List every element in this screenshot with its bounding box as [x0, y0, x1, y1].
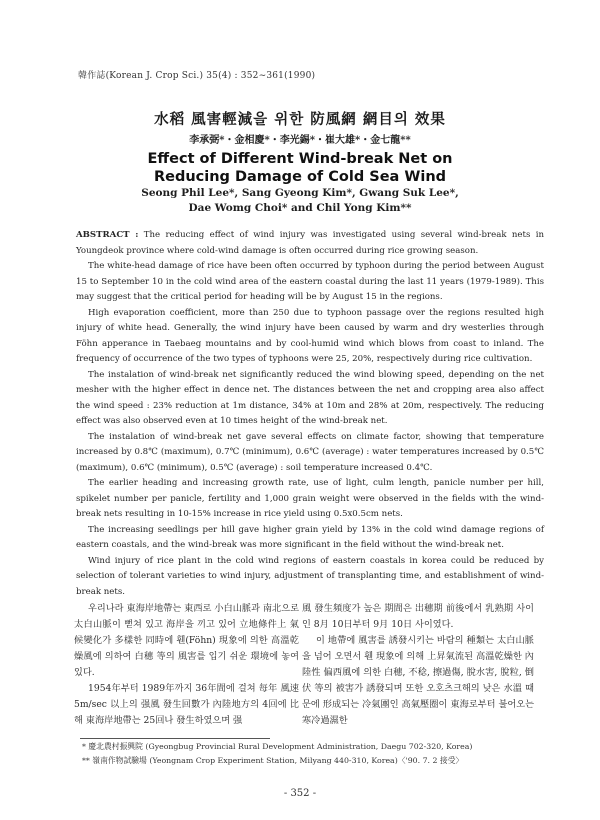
abstract-paragraph-8: Wind injury of rice plant in the cold wind regions of eastern coastals in korea could be reduced by selection of tolerant varieties to wind injury, adjustment of transplanting time, and establishment of wind-break nets.	[76, 555, 544, 597]
english-authors-line-2: Dae Womg Choi* and Chil Yong Kim**	[188, 202, 412, 214]
body-paragraph: 風 發生頻度가 높은 期間은 出穗期 前後에서 乳熟期 사이인 8月 10日부터 9月 10日 사이였다.	[302, 603, 534, 630]
english-authors	[0, 186, 600, 216]
journal-reference: 韓作誌(Korean J. Crop Sci.) 35(4) : 352∼361(1990)	[78, 71, 316, 81]
body-paragraph: 우리나라 東海岸地帶는 東西로 小白山脈과 南北으로 太白山脈이 뻗쳐 있고 海岸을 끼고 있어 立地條件上 氣候變化가 多樣한 同時에 휀(Föhn) 現象에 의한 高溫乾燥風에 의하여 白穗 等의 風害를 입기 쉬운 環境에 놓여 있다.	[74, 603, 299, 678]
body-column-right	[302, 601, 534, 729]
abstract-label: ABSTRACT :	[76, 230, 139, 240]
body-paragraph: 1954年부터 1989年까지 36年間에 걸쳐 每年 風速 5m/sec 以上의 强風 發生回數가 內陸地方의 4回에 比해 東海岸地帶는 25回나 發生하였으며 强	[74, 683, 299, 726]
english-title-line-2: Reducing Damage of Cold Sea Wind	[153, 169, 447, 185]
body-column-left	[74, 601, 299, 729]
abstract-paragraph-1	[76, 228, 544, 259]
footnote-2: ** 嶺南作物試驗場 (Yeongnam Crop Experiment Station, Milyang 440-310, Korea)〈'90. 7. 2 接受〉	[82, 756, 464, 765]
english-title-line-1: Effect of Different Wind-break Net on	[147, 151, 453, 167]
abstract	[76, 228, 544, 600]
abstract-paragraph-7: The increasing seedlings per hill gave higher grain yield by 13% in the cold wind damage regions of eastern coastals, and the wind-break was more significant in the field without the wind-break net.	[76, 524, 544, 550]
korean-title: 水稻 風害輕減을 위한 防風網 網目의 效果	[154, 111, 446, 128]
abstract-paragraph-6: The earlier heading and increasing growth rate, use of light, culm length, panicle number per hill, spikelet number per panicle, fertility and 1,000 grain weight were observed in the fields with the wind-break nets resulting in 10-15% increase in rice yield using 0.5x0.5cm nets.	[76, 478, 544, 519]
abstract-paragraph-2: The white-head damage of rice have been often occurred by typhoon during the period between August 15 to September 10 in the cold wind area of the eastern coastal during the last 11 years (1979-1989). This may suggest that the critical period for heading will be by August 15 in the regions.	[76, 261, 544, 302]
abstract-paragraph-4: The instalation of wind-break net significantly reduced the wind blowing speed, depending on the net mesher with the higher effect in dence net. The distances between the net and cropping area also affect the wind speed : 23% reduction at 1m distance, 34% at 10m and 28% at 20m, respectively. The reducing effect was also observed even at 10 times height of the wind-break net.	[76, 369, 544, 426]
footnotes	[82, 740, 472, 768]
page-number: - 352 -	[283, 788, 317, 799]
footnote-1: * 慶北農村振興院 (Gyeongbug Provincial Rural Development Administration, Daegu 702-320, Korea)	[82, 742, 473, 751]
footnote-divider	[80, 738, 270, 739]
english-authors-line-1: Seong Phil Lee*, Sang Gyeong Kim*, Gwang Suk Lee*,	[141, 187, 459, 199]
english-title	[0, 150, 600, 186]
abstract-paragraph-5: The instalation of wind-break net gave several effects on climate factor, showing that temperature increased by 0.8℃ (maximum), 0.7℃ (minimum), 0.6℃ (average) : water temperatures increased by 0.5℃ (maximum), 0.6℃ (minimum), 0.5℃ (average) : soil temperature increased 0.4℃.	[76, 431, 544, 473]
abstract-paragraph-3: High evaporation coefficient, more than 250 due to typhoon passage over the regions resulted high injury of white head. Generally, the wind injury have been caused by warm and dry westerlies through Föhn apperance in Taebaeg mountains and by cool-humid wind which blows from coast to inland. The frequency of occurrence of the two types of typhoons were 25, 20%, respectively during rice cultivation.	[76, 307, 544, 364]
body-paragraph: 이 地帶에 風害를 誘發시키는 바람의 種類는 太白山脈을 넘어 오면서 휀 現象에 의해 上昇氣流된 高溫乾燥한 內陸性 偏西風에 의한 白穗, 不稔, 擦過傷, 脫水害, 脫粒, 倒伏 等의 被害가 誘發되며 또한 오호츠크해의 낮은 水溫 때문에 形成되는 冷氣團인 高氣壓圈이 東海로부터 불어오는 寒冷過濕한	[302, 635, 534, 726]
abstract-text-1: The reducing effect of wind injury was investigated using several wind-break nets in Youngdeok province where cold-wind damage is often occurred during rice growing season.	[76, 230, 544, 256]
korean-authors: 李承弼*・金相慶*・李光錫*・崔大雄*・金七龍**	[189, 135, 411, 146]
